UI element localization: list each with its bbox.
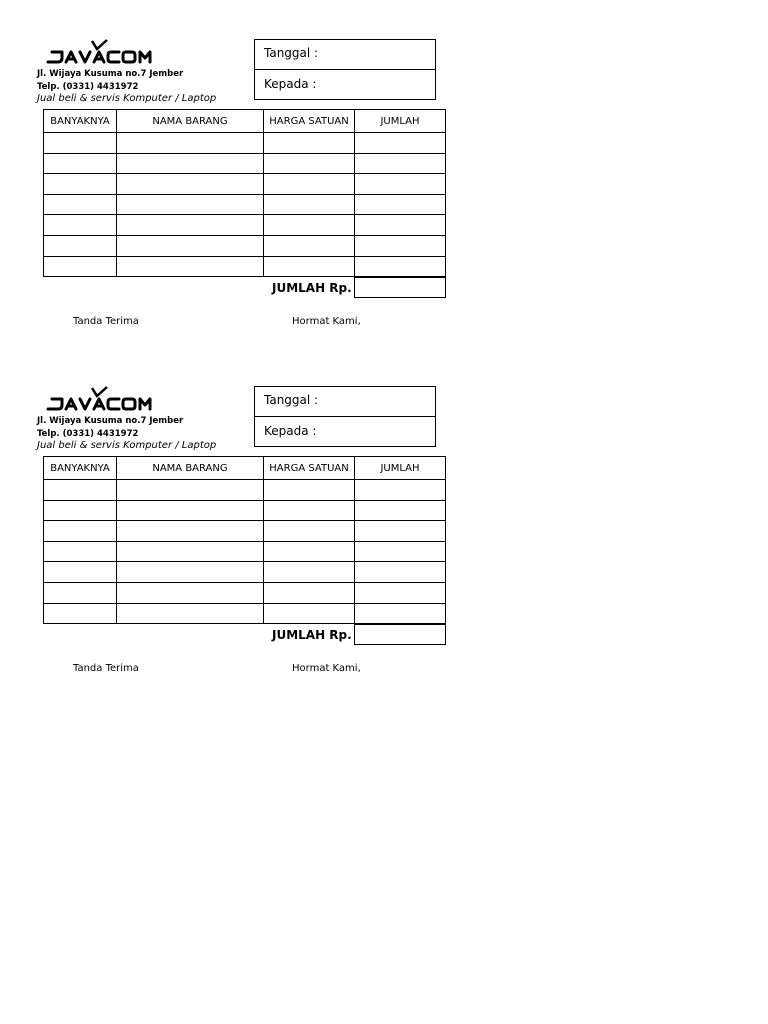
table-row [44, 235, 446, 256]
company-phone: Telp. (0331) 4431972 [37, 82, 139, 92]
cell[interactable] [355, 521, 446, 542]
cell[interactable] [264, 562, 355, 583]
cell[interactable] [44, 521, 117, 542]
company-address: Jl. Wijaya Kusuma no.7 Jember [37, 416, 184, 426]
cell[interactable] [355, 174, 446, 195]
info-box [254, 386, 436, 447]
cell[interactable] [117, 562, 264, 583]
table-row [44, 215, 446, 236]
recipient-label: Kepada : [264, 77, 317, 91]
cell[interactable] [117, 480, 264, 501]
cell[interactable] [117, 174, 264, 195]
cell[interactable] [355, 582, 446, 603]
cell[interactable] [117, 256, 264, 277]
col-header-item-name: NAMA BARANG [117, 457, 264, 480]
cell[interactable] [117, 133, 264, 154]
cell[interactable] [355, 500, 446, 521]
table-header-row [44, 110, 446, 133]
cell[interactable] [264, 500, 355, 521]
cell[interactable] [355, 562, 446, 583]
company-tagline: Jual beli & servis Komputer / Laptop [37, 440, 217, 451]
cell[interactable] [117, 541, 264, 562]
total-label: JUMLAH Rp. [272, 628, 352, 642]
date-label: Tanggal : [255, 40, 435, 70]
col-header-quantity: BANYAKNYA [44, 110, 117, 133]
cell[interactable] [264, 133, 355, 154]
cell[interactable] [264, 256, 355, 277]
table-row [44, 603, 446, 624]
company-tagline: Jual beli & servis Komputer / Laptop [37, 93, 217, 104]
cell[interactable] [44, 256, 117, 277]
cell[interactable] [355, 541, 446, 562]
cell[interactable] [264, 215, 355, 236]
cell[interactable] [44, 235, 117, 256]
cell[interactable] [117, 215, 264, 236]
table-row [44, 541, 446, 562]
cell[interactable] [44, 500, 117, 521]
cell[interactable] [44, 541, 117, 562]
cell[interactable] [117, 603, 264, 624]
col-header-amount: JUMLAH [355, 457, 446, 480]
recipient-label: Kepada : [264, 424, 317, 438]
cell[interactable] [117, 194, 264, 215]
receipt-2 [0, 386, 768, 726]
col-header-quantity: BANYAKNYA [44, 457, 117, 480]
cell[interactable] [44, 133, 117, 154]
javacom-logo [44, 39, 160, 69]
cell[interactable] [44, 603, 117, 624]
cell[interactable] [355, 256, 446, 277]
cell[interactable] [44, 582, 117, 603]
total-amount-box[interactable] [354, 277, 446, 298]
total-label: JUMLAH Rp. [272, 281, 352, 295]
date-label: Tanggal : [255, 387, 435, 417]
table-row [44, 562, 446, 583]
items-table [43, 109, 446, 277]
cell[interactable] [264, 480, 355, 501]
signature-sender: Hormat Kami, [292, 663, 361, 674]
signature-receiver: Tanda Terima [73, 663, 139, 674]
cell[interactable] [355, 194, 446, 215]
cell[interactable] [44, 215, 117, 236]
receipt-1 [0, 39, 768, 379]
table-row [44, 256, 446, 277]
info-box [254, 39, 436, 100]
cell[interactable] [44, 153, 117, 174]
company-phone: Telp. (0331) 4431972 [37, 429, 139, 439]
col-header-unit-price: HARGA SATUAN [264, 457, 355, 480]
cell[interactable] [117, 582, 264, 603]
col-header-item-name: NAMA BARANG [117, 110, 264, 133]
cell[interactable] [264, 174, 355, 195]
signature-receiver: Tanda Terima [73, 316, 139, 327]
cell[interactable] [355, 133, 446, 154]
cell[interactable] [117, 500, 264, 521]
cell[interactable] [117, 521, 264, 542]
table-row [44, 521, 446, 542]
javacom-logo [44, 386, 160, 416]
table-row [44, 500, 446, 521]
cell[interactable] [117, 153, 264, 174]
items-table [43, 456, 446, 624]
table-row [44, 480, 446, 501]
cell[interactable] [264, 194, 355, 215]
cell[interactable] [264, 541, 355, 562]
cell[interactable] [264, 603, 355, 624]
company-address: Jl. Wijaya Kusuma no.7 Jember [37, 69, 184, 79]
total-amount-box[interactable] [354, 624, 446, 645]
table-header-row [44, 457, 446, 480]
signature-sender: Hormat Kami, [292, 316, 361, 327]
cell[interactable] [355, 603, 446, 624]
table-row [44, 174, 446, 195]
col-header-unit-price: HARGA SATUAN [264, 110, 355, 133]
col-header-amount: JUMLAH [355, 110, 446, 133]
cell[interactable] [264, 153, 355, 174]
cell[interactable] [44, 174, 117, 195]
table-row [44, 194, 446, 215]
cell[interactable] [264, 521, 355, 542]
cell[interactable] [355, 480, 446, 501]
cell[interactable] [355, 153, 446, 174]
cell[interactable] [117, 235, 264, 256]
cell[interactable] [264, 582, 355, 603]
cell[interactable] [355, 235, 446, 256]
cell[interactable] [44, 562, 117, 583]
cell[interactable] [264, 235, 355, 256]
table-row [44, 133, 446, 154]
table-row [44, 153, 446, 174]
cell[interactable] [44, 480, 117, 501]
cell[interactable] [355, 215, 446, 236]
table-row [44, 582, 446, 603]
cell[interactable] [44, 194, 117, 215]
